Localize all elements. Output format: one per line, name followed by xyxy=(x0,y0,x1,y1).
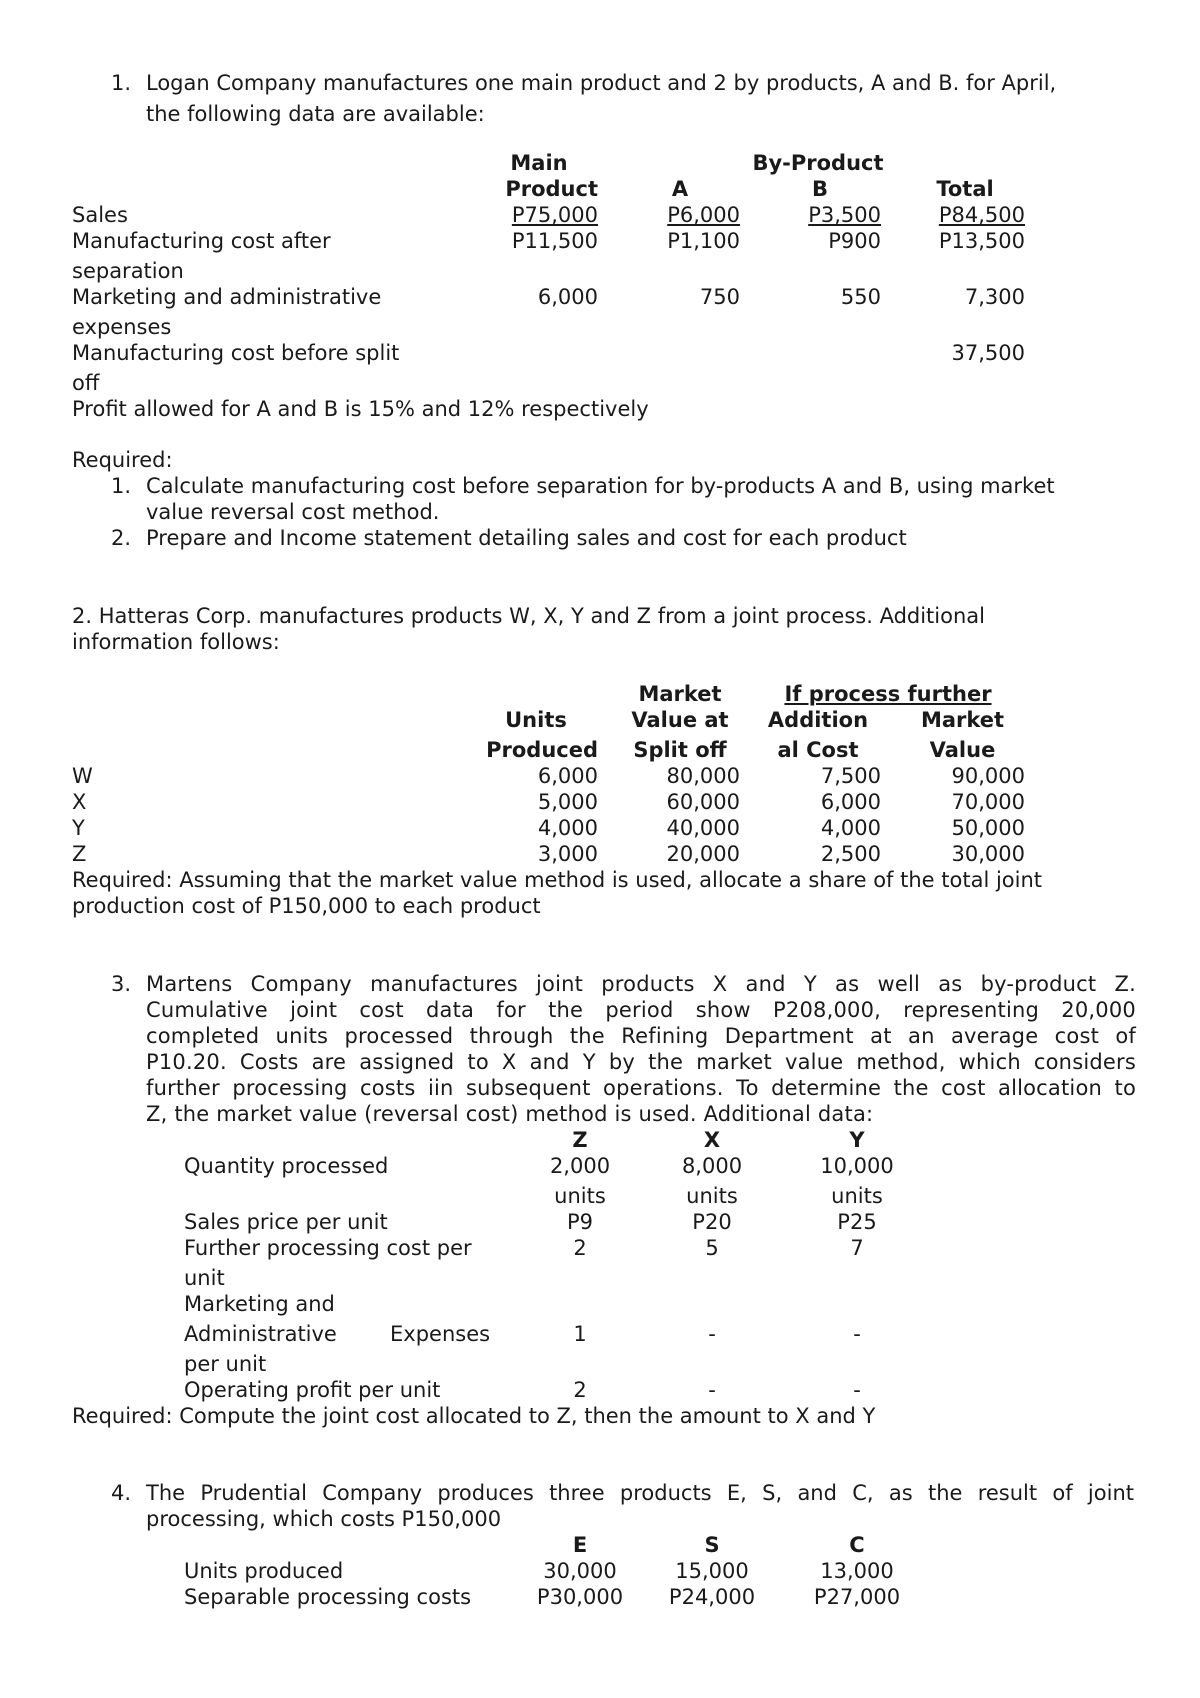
q2-product-label: Y xyxy=(72,816,85,840)
q1-cell-total: P84,500 xyxy=(938,203,1025,227)
q3-mae-label-cont: per unit xyxy=(184,1352,267,1376)
q2-product-label: X xyxy=(72,790,87,814)
q4-header-e: E xyxy=(572,1533,588,1557)
q3-op-z: 2 xyxy=(573,1378,587,1402)
q2-cell-units: 4,000 xyxy=(537,816,598,840)
q1-header-main: Main xyxy=(510,151,568,175)
q2-cell-units: 5,000 xyxy=(537,790,598,814)
q2-header-split-off: Split off xyxy=(633,738,727,762)
q1-cell-b: 550 xyxy=(840,285,881,309)
q2-header-al-cost: al Cost xyxy=(777,738,859,762)
q2-cell-units: 6,000 xyxy=(537,764,598,788)
q2-header-produced: Produced xyxy=(486,738,598,762)
q2-intro-line1: 2. Hatteras Corp. manufactures products W, X, Y and Z from a joint process. Additional xyxy=(72,604,985,628)
q2-cell-further-market: 70,000 xyxy=(951,790,1025,814)
q2-cell-additional-cost: 2,500 xyxy=(820,842,881,866)
q1-req2-number: 2. xyxy=(111,526,132,550)
q2-cell-additional-cost: 6,000 xyxy=(820,790,881,814)
q3-fpc-y: 7 xyxy=(850,1236,864,1260)
q4-separable-s: P24,000 xyxy=(668,1585,756,1609)
q2-header-units: Units xyxy=(505,708,567,732)
q1-header-a: A xyxy=(671,177,689,201)
q2-header-market: Market xyxy=(638,682,722,706)
q3-fpc-x: 5 xyxy=(705,1236,719,1260)
q3-number: 3. xyxy=(111,972,132,996)
q2-product-label: W xyxy=(72,764,93,788)
q3-paragraph-line: completed units processed through the Refining Department at an average cost of xyxy=(146,1024,1136,1048)
q4-separable-e: P30,000 xyxy=(536,1585,624,1609)
q1-req1-line1: Calculate manufacturing cost before separation for by-products A and B, using market xyxy=(146,474,1055,498)
q4-header-s: S xyxy=(704,1533,720,1557)
q1-number: 1. xyxy=(111,71,132,95)
q3-quantity-y: 10,000 xyxy=(820,1154,894,1178)
q4-separable-label: Separable processing costs xyxy=(184,1585,472,1609)
q3-units-y: units xyxy=(831,1184,883,1208)
q1-header-b: B xyxy=(811,177,828,201)
q2-cell-further-market: 50,000 xyxy=(951,816,1025,840)
q3-price-label: Sales price per unit xyxy=(184,1210,388,1234)
q3-op-label: Operating profit per unit xyxy=(184,1378,441,1402)
q1-cell-main: P75,000 xyxy=(511,203,598,227)
q1-row-label: Marketing and administrative xyxy=(72,285,382,309)
q3-paragraph-line: Martens Company manufactures joint products X and Y as well as by-product Z. xyxy=(146,972,1136,996)
q3-fpc-label: Further processing cost per xyxy=(184,1236,472,1260)
q2-cell-further-market: 30,000 xyxy=(951,842,1025,866)
q2-intro-line2: information follows: xyxy=(72,630,280,654)
q3-price-y: P25 xyxy=(837,1210,877,1234)
q4-units-s: 15,000 xyxy=(675,1559,749,1583)
q2-header-if-process-further: If process further xyxy=(784,682,992,706)
q4-number: 4. xyxy=(111,1481,132,1505)
q2-cell-further-market: 90,000 xyxy=(951,764,1025,788)
q3-mae-z: 1 xyxy=(573,1322,587,1346)
q4-separable-c: P27,000 xyxy=(813,1585,901,1609)
q1-cell-b: P3,500 xyxy=(808,203,881,227)
q1-req1-number: 1. xyxy=(111,474,132,498)
q3-quantity-label: Quantity processed xyxy=(184,1154,389,1178)
q1-row-label-cont: expenses xyxy=(72,315,172,339)
q1-cell-main: 6,000 xyxy=(537,285,598,309)
q2-cell-market-value: 20,000 xyxy=(666,842,740,866)
q1-cell-a: 750 xyxy=(699,285,740,309)
q3-required: Required: Compute the joint cost allocated to Z, then the amount to X and Y xyxy=(72,1404,876,1428)
q2-header-addition: Addition xyxy=(767,708,869,732)
q1-required-label: Required: xyxy=(72,448,173,472)
q3-price-x: P20 xyxy=(692,1210,732,1234)
q1-cell-b: P900 xyxy=(828,229,881,253)
q3-quantity-x: 8,000 xyxy=(681,1154,743,1178)
q3-mae-label: Marketing and xyxy=(184,1292,335,1316)
q2-cell-additional-cost: 7,500 xyxy=(820,764,881,788)
q3-paragraph xyxy=(146,971,1136,1127)
q2-cell-market-value: 80,000 xyxy=(666,764,740,788)
q1-row-label: Manufacturing cost before split xyxy=(72,341,400,365)
q3-op-x: - xyxy=(708,1378,716,1402)
q1-header-total: Total xyxy=(936,177,994,201)
q3-mae-x: - xyxy=(708,1322,716,1346)
q3-paragraph-line: further processing costs iin subsequent operations. To determine the cost allocation to xyxy=(146,1076,1136,1100)
q1-cell-total: P13,500 xyxy=(938,229,1025,253)
q3-paragraph-line: Cumulative joint cost data for the period show P208,000, representing 20,000 xyxy=(146,998,1136,1022)
q1-cell-total: 37,500 xyxy=(951,341,1025,365)
q1-intro-line2: the following data are available: xyxy=(146,102,485,126)
q1-profit-note: Profit allowed for A and B is 15% and 12% respectively xyxy=(72,397,649,421)
q3-quantity-z: 2,000 xyxy=(549,1154,611,1178)
q2-header-value: Value xyxy=(929,738,996,762)
q3-header-y: Y xyxy=(849,1128,865,1152)
q2-product-label: Z xyxy=(72,842,87,866)
q1-row-label: Sales xyxy=(72,203,128,227)
q4-units-c: 13,000 xyxy=(820,1559,894,1583)
q3-units-x: units xyxy=(686,1184,738,1208)
q1-cell-total: 7,300 xyxy=(964,285,1025,309)
q2-cell-additional-cost: 4,000 xyxy=(820,816,881,840)
q3-op-y: - xyxy=(853,1378,861,1402)
q3-units-z: units xyxy=(554,1184,606,1208)
q1-header-product: Product xyxy=(505,177,598,201)
q3-paragraph-line: Z, the market value (reversal cost) method is used. Additional data: xyxy=(146,1102,874,1126)
q2-header-market2: Market xyxy=(920,708,1005,732)
q3-price-z: P9 xyxy=(566,1210,594,1234)
q4-intro-line1: The Prudential Company produces three products E, S, and C, as the result of joint xyxy=(146,1481,1134,1505)
q2-required-line1: Required: Assuming that the market value method is used, allocate a share of the total joint xyxy=(72,868,1043,892)
q1-row-label-cont: off xyxy=(72,371,100,395)
q2-cell-market-value: 40,000 xyxy=(666,816,740,840)
q3-mae-y: - xyxy=(853,1322,861,1346)
q2-cell-market-value: 60,000 xyxy=(666,790,740,814)
q3-mae-label-cont: Administrative xyxy=(184,1322,337,1346)
q1-req1-line2: value reversal cost method. xyxy=(146,500,440,524)
q2-required-line2: production cost of P150,000 to each product xyxy=(72,894,541,918)
q1-header-byproduct: By-Product xyxy=(752,151,884,175)
q4-intro-line2: processing, which costs P150,000 xyxy=(146,1507,502,1531)
q3-paragraph-line: P10.20. Costs are assigned to X and Y by the market value method, which considers xyxy=(146,1050,1136,1074)
q1-intro-line1: Logan Company manufactures one main product and 2 by products, A and B. for April, xyxy=(146,71,1057,95)
q1-row-label-cont: separation xyxy=(72,259,184,283)
q1-row-label: Manufacturing cost after xyxy=(72,229,331,253)
q4-units-e: 30,000 xyxy=(543,1559,617,1583)
q3-header-x: X xyxy=(703,1128,721,1152)
q3-fpc-z: 2 xyxy=(573,1236,587,1260)
q1-cell-main: P11,500 xyxy=(511,229,598,253)
q3-fpc-label-cont: unit xyxy=(184,1266,225,1290)
q4-units-label: Units produced xyxy=(184,1559,344,1583)
q1-req2-text: Prepare and Income statement detailing sales and cost for each product xyxy=(146,526,907,550)
q2-header-value-at: Value at xyxy=(631,708,729,732)
q3-mae-label-cont: Expenses xyxy=(390,1322,491,1346)
q1-cell-a: P6,000 xyxy=(667,203,740,227)
q2-cell-units: 3,000 xyxy=(537,842,598,866)
q4-header-c: C xyxy=(849,1533,865,1557)
q3-header-z: Z xyxy=(572,1128,588,1152)
q1-cell-a: P1,100 xyxy=(667,229,740,253)
